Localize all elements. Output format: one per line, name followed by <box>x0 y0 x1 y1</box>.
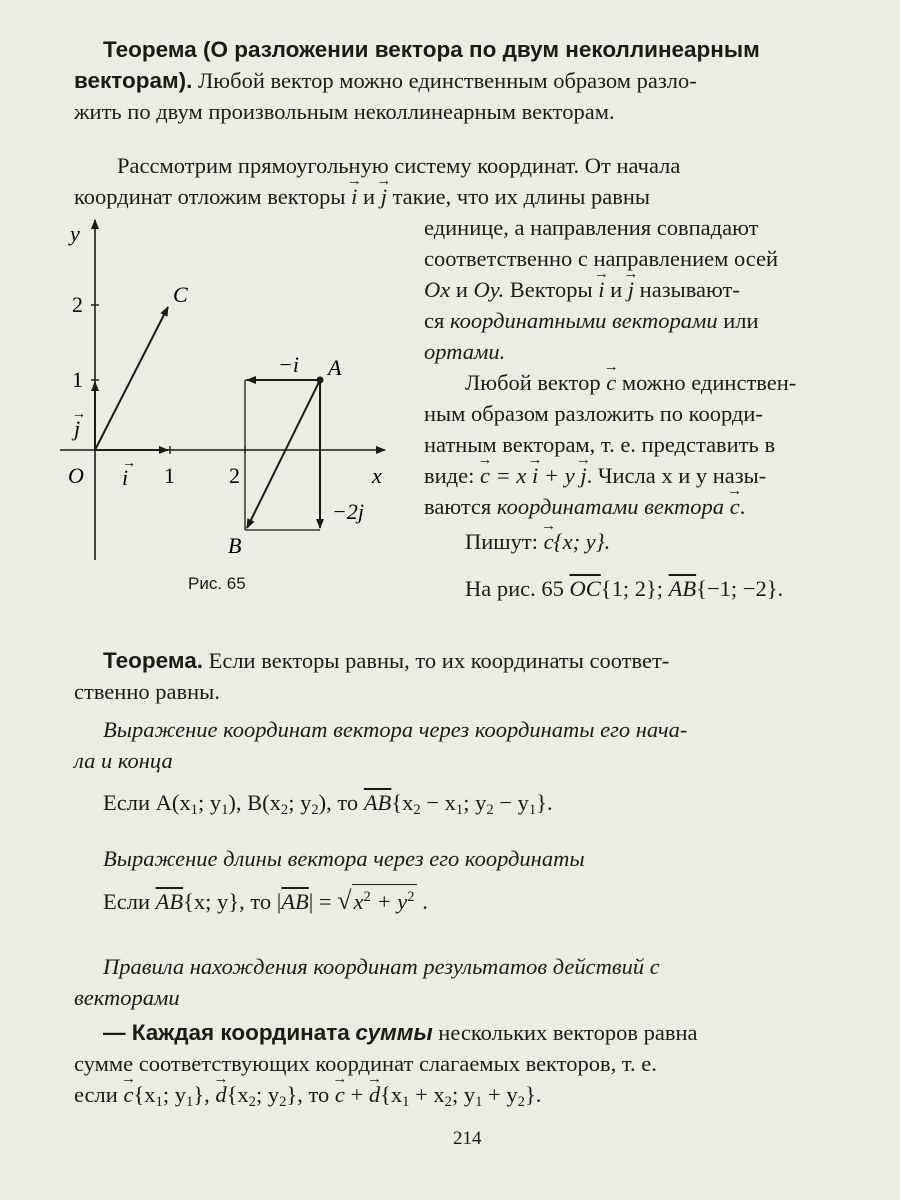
formula-part: + y <box>370 889 408 914</box>
section3-title-line2 <box>74 982 180 1013</box>
formula-part: ), то <box>318 790 359 815</box>
para2-text: Пишут: <box>465 529 538 554</box>
para1-text: Векторы <box>509 277 593 302</box>
section1-title: ла и конца <box>74 748 173 773</box>
formula-part: {x <box>226 1082 249 1107</box>
para1-line1: Рассмотрим прямоугольную систему координат. От начала <box>117 153 681 178</box>
label-i-arrow: → <box>122 456 136 471</box>
formula-part: + y <box>482 1082 518 1107</box>
formula-part: ; y <box>288 790 312 815</box>
para2-line2: ным образом разложить по коорди- <box>424 401 763 426</box>
formula-part: }. <box>524 1082 542 1107</box>
vector-ab: $\overline{AB}$ <box>155 889 184 914</box>
point-a <box>317 377 324 384</box>
theorem2-line2: ственно равны. <box>74 679 220 704</box>
para1-line7 <box>424 336 505 367</box>
label-tick-y1: 1 <box>72 367 83 392</box>
para2-text: На рис. 65 <box>465 576 564 601</box>
page-number: 214 <box>453 1128 482 1149</box>
figure-65 <box>60 215 400 565</box>
section2-title: Выражение длины вектора через его координаты <box>103 846 585 871</box>
para2-line4: виде: → c = x → i + y → j. Числа x и y назы- <box>424 460 766 491</box>
axis-oy: Oy. <box>473 277 505 302</box>
section3-title-line1 <box>103 951 660 982</box>
label-j: j <box>74 416 81 441</box>
formula-part: ; y <box>451 1082 476 1107</box>
vector-c: → c <box>606 367 616 398</box>
vector-j: → j <box>580 460 586 491</box>
vector-c: → c <box>544 526 554 557</box>
section1-title-line2 <box>74 745 173 776</box>
section3-text: — Каждая координата <box>103 1020 350 1045</box>
formula-part: }. <box>536 790 553 815</box>
vector-j: → j <box>628 274 634 305</box>
vector-ab: $\overline{AB}$ <box>668 576 697 601</box>
formula-part: ; y <box>255 1082 280 1107</box>
section2-formula <box>103 884 428 917</box>
section3-line2: сумме соответствующих координат слагаемых векторов, т. е. <box>74 1051 657 1076</box>
section2-title-line <box>103 843 585 874</box>
para2-text: ваются <box>424 494 492 519</box>
para1-line5 <box>424 274 740 305</box>
formula-part: {1; 2}; <box>600 576 664 601</box>
label-tick-x2: 2 <box>229 463 240 488</box>
para2-text: Числа x и y назы- <box>597 463 767 488</box>
vector-ab: $\overline{AB}$ <box>281 889 309 914</box>
theorem1-heading-end: векторам). <box>74 68 193 93</box>
label-minus-i: −i <box>278 352 299 377</box>
formula-part: + <box>344 1082 369 1107</box>
vector-i: → i <box>532 460 538 491</box>
section3-line3: если → $c\{x_1$; $y_1$}, → $d\{x_2$; $y_2$}, то → c + → $d\{x_1 + x_2$; $y_1 + y_2$}. <box>74 1079 541 1118</box>
vector-oc-arrow <box>95 307 168 450</box>
para2-text: Любой вектор <box>465 370 601 395</box>
section3-title: векторами <box>74 985 180 1010</box>
para1-text: координат отложим векторы <box>74 184 346 209</box>
formula-part: }, <box>193 1082 210 1107</box>
section3-title: Правила нахождения координат результатов действий с <box>103 954 660 979</box>
formula-part: {x; y}, то | <box>183 889 282 914</box>
label-j-arrow: → <box>72 407 86 422</box>
formula-part: {x <box>380 1082 403 1107</box>
formula-part: + x <box>409 1082 445 1107</box>
formula-part: x <box>353 889 364 914</box>
para2-text: виде: <box>424 463 475 488</box>
vector-c: → c <box>335 1079 345 1110</box>
para1-text: или <box>723 308 759 333</box>
section1-title-line1 <box>103 714 687 745</box>
vector-c: → c <box>480 460 490 491</box>
vector-c: → c <box>123 1079 133 1110</box>
vector-i: → i <box>351 181 357 212</box>
theorem2-heading: Теорема. <box>103 648 203 673</box>
vector-j: → j <box>381 181 387 212</box>
section3-line1 <box>103 1017 697 1048</box>
para1-text: ся <box>424 308 445 333</box>
para1-text: и <box>363 184 376 209</box>
para1-line3: единице, а направления совпадают <box>424 215 759 240</box>
section3-text: нескольких векторов равна <box>438 1020 698 1045</box>
formula-plus-y: + y <box>543 463 575 488</box>
label-b: B <box>228 533 242 558</box>
formula-part: {x <box>133 1082 156 1107</box>
label-tick-x1: 1 <box>164 463 175 488</box>
vector-d: → d <box>215 1079 226 1110</box>
formula-part: | = <box>308 889 332 914</box>
formula-part: {−1; −2}. <box>696 576 784 601</box>
formula-part: ; y <box>197 790 222 815</box>
para2-line3: натным векторам, т. е. представить в <box>424 432 776 457</box>
formula-part: − y <box>493 790 529 815</box>
formula-part: ; y <box>162 1082 186 1107</box>
formula-part: − x <box>420 790 456 815</box>
formula-part: {x <box>391 790 414 815</box>
formula-part: если <box>74 1082 118 1107</box>
label-y: y <box>70 221 80 246</box>
formula-part: {x; y}. <box>553 529 611 554</box>
para1-text: такие, что их длины равны <box>392 184 651 209</box>
para2-text: можно единствен- <box>621 370 797 395</box>
label-c: C <box>173 282 188 307</box>
vector-i: → i <box>598 274 604 305</box>
vector-d: → d <box>369 1079 380 1110</box>
vector-oc: $\overline{OC}$ <box>569 576 601 601</box>
section1-title: Выражение координат вектора через координаты его нача- <box>103 717 688 742</box>
term-sum: суммы <box>355 1020 433 1045</box>
label-minus-2j: −2j <box>332 499 364 524</box>
para1-line4: соответственно с направлением осей <box>424 246 779 271</box>
formula-part: . <box>422 889 428 914</box>
theorem2-line1 <box>103 645 669 676</box>
para1-text: называют- <box>639 277 740 302</box>
para2-write <box>465 526 610 557</box>
sqrt-sign: √ <box>337 886 352 915</box>
term-coordinate-vectors: координатными векторами <box>449 308 718 333</box>
para2-line5: ваются координатами вектора → c. <box>424 491 745 522</box>
para2-line1 <box>465 367 796 398</box>
para1-text: и <box>455 277 468 302</box>
label-x: x <box>372 463 382 488</box>
formula-part: Если A(x <box>103 790 191 815</box>
sqrt-body: $x^2 + y^2$ <box>352 884 417 914</box>
vector-c: → c <box>730 491 740 522</box>
theorem1-line1 <box>103 34 760 65</box>
theorem1-line2 <box>74 65 697 96</box>
theorem1-heading: Теорема (О разложении вектора по двум неколлинеарным <box>103 37 760 62</box>
theorem1-text: Любой вектор можно единственным образом разло- <box>198 68 697 93</box>
para2-figref <box>465 573 783 604</box>
label-i: i <box>122 465 129 490</box>
formula-part: ), B(x <box>228 790 281 815</box>
section1-formula: Если $A(x_1$; $y_1$), $B(x_2$; $y_2$), то $\overline{AB}\{x_2 - x_1$; $y_2 - y_1$}. <box>103 790 553 818</box>
formula-part: Если <box>103 889 150 914</box>
formula-part: }, то <box>286 1082 330 1107</box>
label-tick-y2: 2 <box>72 292 83 317</box>
para1-line2 <box>74 181 650 212</box>
vector-ab: $\overline{AB}$ <box>363 790 392 815</box>
vector-ab-arrow <box>247 380 320 528</box>
label-o: O <box>68 463 84 488</box>
label-a: A <box>328 355 342 380</box>
formula-part: = x <box>495 463 527 488</box>
formula-part: ; y <box>463 790 487 815</box>
theorem2-text: Если векторы равны, то их координаты соответ- <box>208 648 670 673</box>
axis-ox: Ox <box>424 277 451 302</box>
figure-caption: Рис. 65 <box>188 574 246 593</box>
para1-text: и <box>610 277 623 302</box>
term-vector-coordinates: координатами вектора <box>496 494 725 519</box>
term-orts: ортами. <box>424 339 506 364</box>
para1-line6 <box>424 305 759 336</box>
theorem1-line3: жить по двум произвольным неколлинеарным векторам. <box>74 99 615 124</box>
